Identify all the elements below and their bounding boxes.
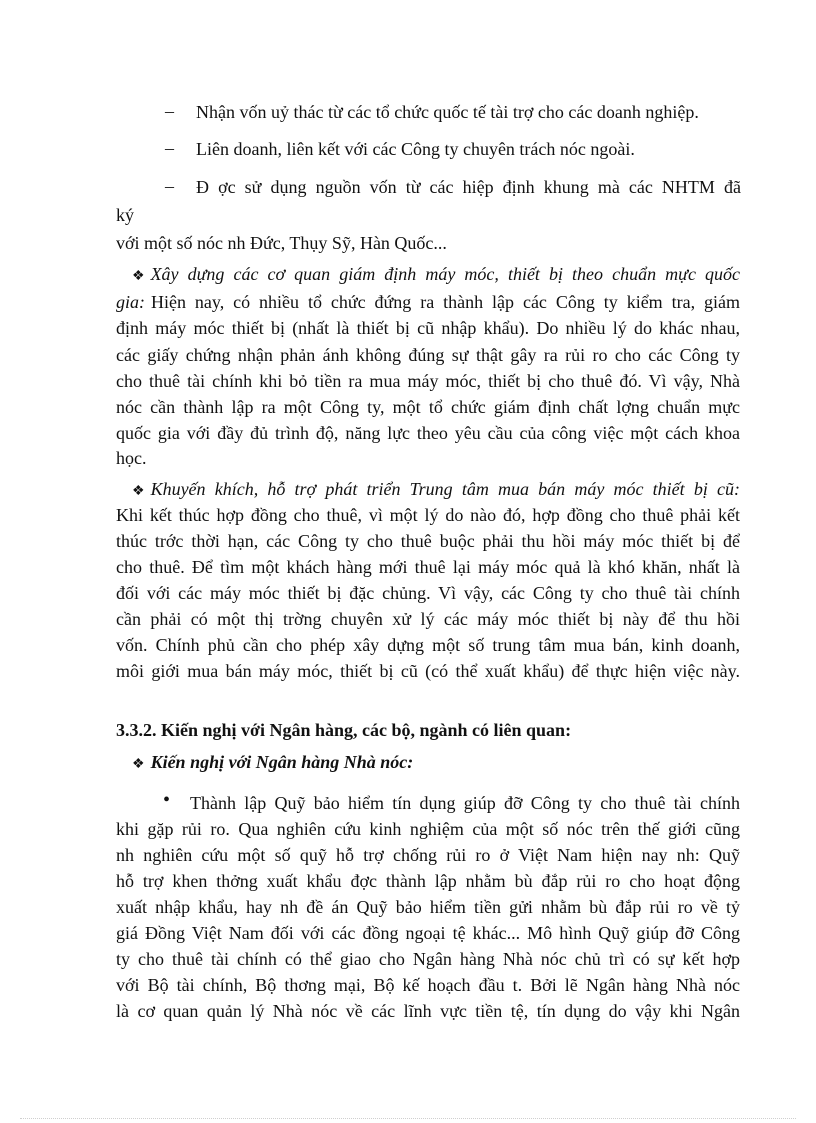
list-dash: – — [165, 176, 174, 196]
para2-text: vốn. Chính phủ cần cho phép xây dựng một số trung tâm mua bán, kinh doanh, — [116, 635, 740, 655]
section-title: 3.3.2. Kiến nghị với Ngân hàng, các bộ, ngành có liên quan: — [116, 720, 572, 740]
list-item-2: Liên doanh, liên kết với các Công ty chuyên trách nóc ngoài. — [196, 139, 635, 159]
para1-heading: Xây dựng các cơ quan giám định máy móc, thiết bị theo chuẩn mực quốc — [150, 264, 740, 284]
para1-text: học. — [116, 448, 147, 468]
para1-heading-tail: gia: — [116, 292, 145, 312]
para1-text: định máy móc thiết bị (nhất là thiết bị cũ nhập khẩu). Do nhiều lý do khác nhau, — [116, 318, 740, 338]
para3-text: hỗ trợ khen thởng xuất khẩu đợc thành lập nhằm bù đắp rủi ro cho hoạt động — [116, 871, 740, 891]
list-item-3-cont: với một số nóc nh Đức, Thụy Sỹ, Hàn Quốc... — [116, 233, 447, 253]
list-item-3: Đ ợc sử dụng nguồn vốn từ các hiệp định khung mà các NHTM đã — [196, 177, 741, 197]
para3-text: với Bộ tài chính, Bộ thơng mại, Bộ kế hoạch đầu t. Bởi lẽ Ngân hàng Nhà nóc — [116, 975, 740, 995]
para2-text: thúc trớc thời hạn, các Công ty cho thuê buộc phải thu hồi máy móc thiết bị để — [116, 531, 740, 551]
para2-text: cần phải có một thị trờng chuyên xử lý các máy móc thiết bị này để thu hồi — [116, 609, 740, 629]
sub-heading: Kiến nghị với Ngân hàng Nhà nóc: — [150, 752, 414, 772]
para3-text: xuất nhập khẩu, hay nh đề án Quỹ bảo hiểm tiền gửi nhằm bù đắp rủi ro về tỷ — [116, 897, 740, 917]
para2-heading: Khuyến khích, hỗ trợ phát triển Trung tâm mua bán máy móc thiết bị cũ: — [150, 479, 740, 499]
list-item-3-cont: ký — [116, 205, 134, 225]
diamond-bullet-icon: ❖ — [132, 269, 145, 284]
list-dash: – — [165, 138, 174, 158]
para3-text: là cơ quan quản lý Nhà nóc về các lĩnh vực tiền tệ, tín dụng do vậy khi Ngân — [116, 1001, 740, 1021]
diamond-bullet-icon: ❖ — [132, 484, 145, 499]
para3-text: Thành lập Quỹ bảo hiểm tín dụng giúp đỡ Công ty cho thuê tài chính — [190, 793, 740, 813]
para2-text: Khi kết thúc hợp đồng cho thuê, vì một lý do nào đó, hợp đồng cho thuê phải kết — [116, 505, 740, 525]
para3-text: nh nghiên cứu một số quỹ hỗ trợ chống rủi ro ở Việt Nam hiện nay nh: Quỹ — [116, 845, 740, 865]
para2-heading-line — [132, 478, 740, 503]
list-dash: – — [165, 101, 174, 121]
round-bullet-icon: • — [163, 789, 171, 811]
para2-text: môi giới mua bán máy móc, thiết bị cũ (có thể xuất khẩu) để thực hiện việc này. — [116, 661, 740, 681]
para1-text: Hiện nay, có nhiều tổ chức đứng ra thành lập các Công ty kiểm tra, giám — [151, 292, 740, 312]
diamond-bullet-icon: ❖ — [132, 757, 145, 772]
para1-text: quốc gia với đầy đủ trình độ, năng lực theo yêu cầu của công việc một cách khoa — [116, 423, 740, 443]
sub-heading-line — [132, 751, 413, 776]
para1-text: nóc cần thành lập ra một Công ty, một tổ chức giám định chất lợng chuẩn mực — [116, 397, 740, 417]
para1-text: cho thuê tài chính khi bỏ tiền ra mua máy móc, thiết bị cho thuê đó. Vì vậy, Nhà — [116, 371, 740, 391]
list-item-1: Nhận vốn uỷ thác từ các tổ chức quốc tế tài trợ cho các doanh nghiệp. — [196, 102, 699, 122]
para2-text: đối với các máy móc thiết bị đặc chủng. Vì vậy, các Công ty cho thuê tài chính — [116, 583, 740, 603]
para1-line-1 — [116, 291, 740, 313]
para3-text: giá Đồng Việt Nam đối với các đồng ngoại tệ khác... Mô hình Quỹ giúp đỡ Công — [116, 923, 740, 943]
para2-text: cho thuê. Để tìm một khách hàng mới thuê lại máy móc quả là khó khăn, nhất là — [116, 557, 740, 577]
para1-heading-line — [132, 263, 740, 288]
para3-text: ty cho thuê tài chính có thể giao cho Ngân hàng Nhà nóc chủ trì có sự kết hợp — [116, 949, 740, 969]
para3-text: khi gặp rủi ro. Qua nghiên cứu kinh nghiệm của một số nóc trên thế giới cũng — [116, 819, 740, 839]
para1-text: các giấy chứng nhận phản ánh không đúng sự thật gây ra rủi ro cho các Công ty — [116, 345, 740, 365]
page-bottom-rule — [20, 1118, 796, 1119]
